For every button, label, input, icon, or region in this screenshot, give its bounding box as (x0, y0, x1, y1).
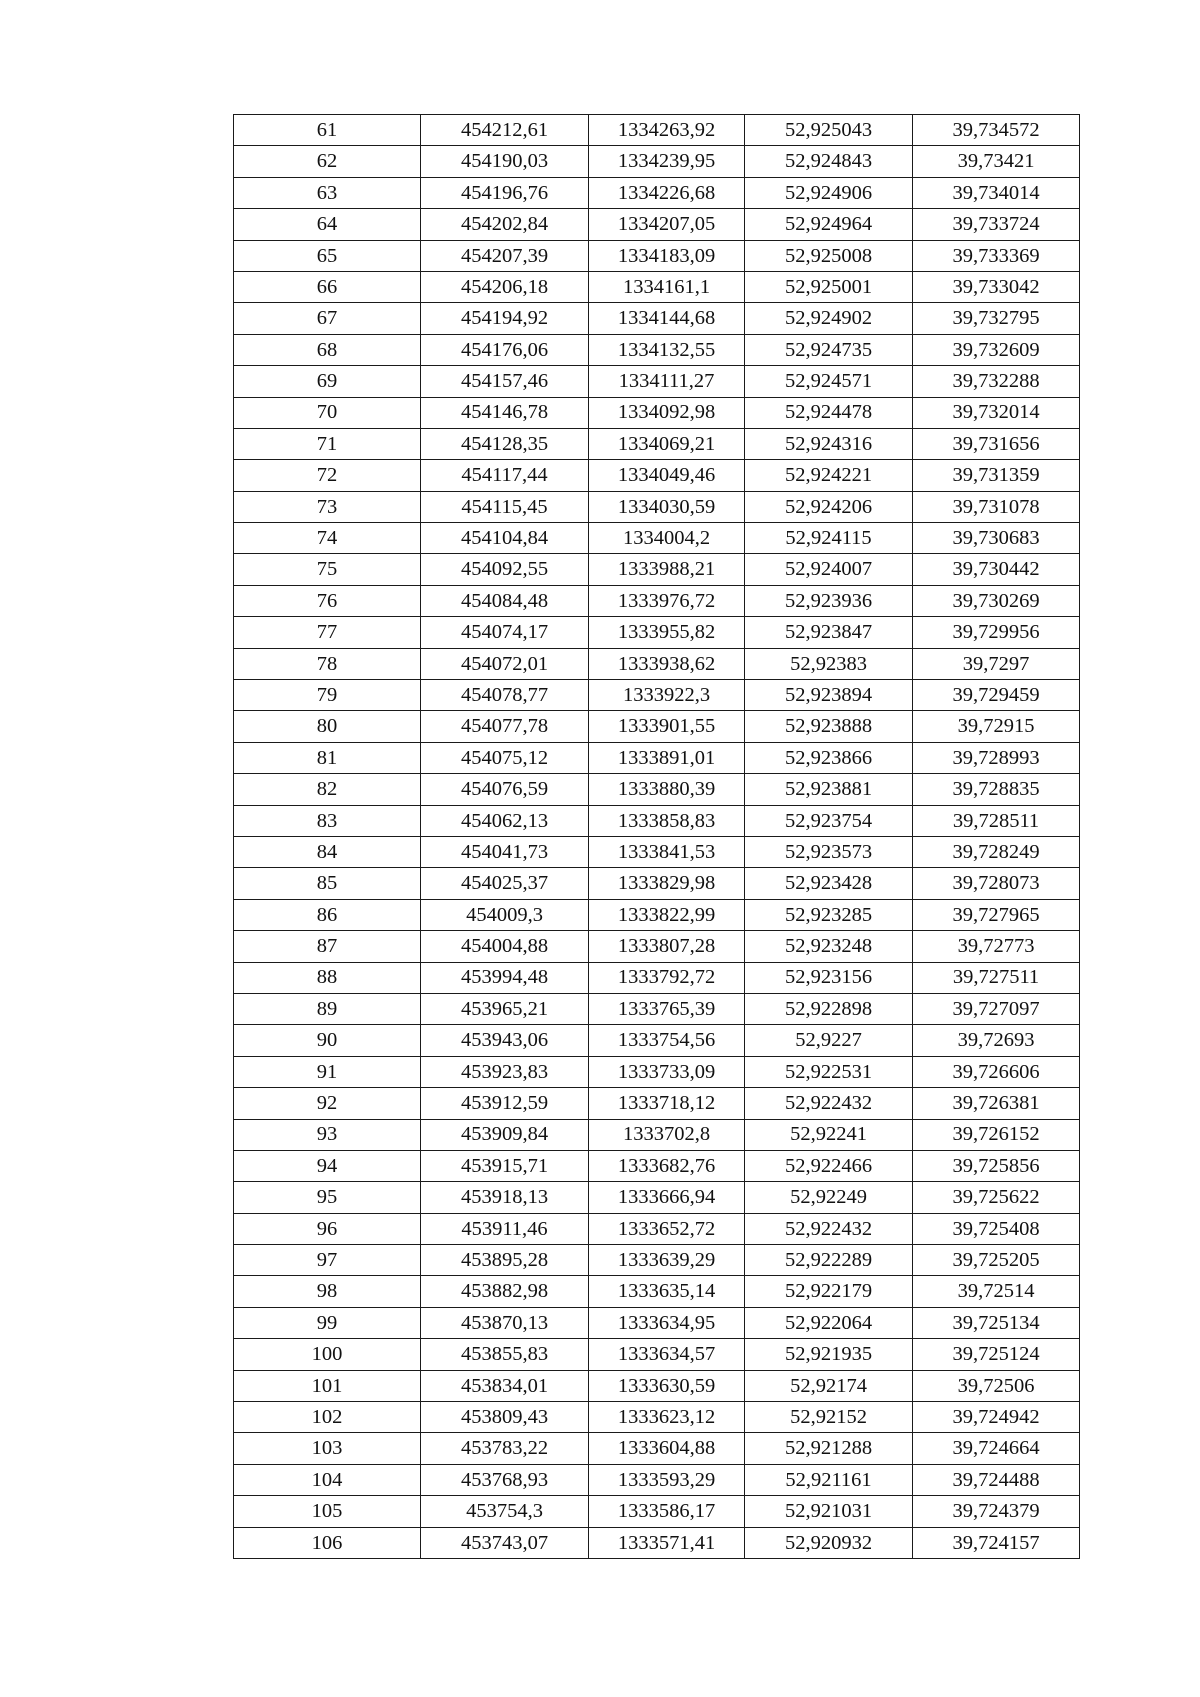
latitude-cell: 52,924571 (745, 366, 913, 397)
latitude-cell: 52,923866 (745, 742, 913, 773)
longitude-cell: 39,733042 (913, 271, 1080, 302)
table-row (234, 1370, 1080, 1401)
point-number-cell: 81 (234, 742, 421, 773)
point-number-cell: 70 (234, 397, 421, 428)
x-coordinate-cell: 453923,83 (421, 1056, 589, 1087)
latitude-cell: 52,92249 (745, 1182, 913, 1213)
longitude-cell: 39,725408 (913, 1213, 1080, 1244)
y-coordinate-cell: 1334144,68 (589, 303, 745, 334)
table-row (234, 1119, 1080, 1150)
x-coordinate-cell: 454077,78 (421, 711, 589, 742)
longitude-cell: 39,727097 (913, 993, 1080, 1024)
table-row (234, 271, 1080, 302)
x-coordinate-cell: 453809,43 (421, 1402, 589, 1433)
table-row (234, 209, 1080, 240)
table-row (234, 1088, 1080, 1119)
y-coordinate-cell: 1333571,41 (589, 1527, 745, 1558)
longitude-cell: 39,734572 (913, 115, 1080, 146)
x-coordinate-cell: 453918,13 (421, 1182, 589, 1213)
point-number-cell: 73 (234, 491, 421, 522)
longitude-cell: 39,725622 (913, 1182, 1080, 1213)
table-row (234, 1402, 1080, 1433)
table-row (234, 523, 1080, 554)
x-coordinate-cell: 454076,59 (421, 774, 589, 805)
point-number-cell: 97 (234, 1245, 421, 1276)
table-row (234, 931, 1080, 962)
point-number-cell: 68 (234, 334, 421, 365)
table-row (234, 1307, 1080, 1338)
y-coordinate-cell: 1333841,53 (589, 836, 745, 867)
longitude-cell: 39,732609 (913, 334, 1080, 365)
x-coordinate-cell: 454062,13 (421, 805, 589, 836)
longitude-cell: 39,72514 (913, 1276, 1080, 1307)
table-row (234, 1527, 1080, 1558)
latitude-cell: 52,922898 (745, 993, 913, 1024)
table-row (234, 366, 1080, 397)
latitude-cell: 52,924221 (745, 460, 913, 491)
latitude-cell: 52,924735 (745, 334, 913, 365)
y-coordinate-cell: 1334030,59 (589, 491, 745, 522)
longitude-cell: 39,726606 (913, 1056, 1080, 1087)
point-number-cell: 62 (234, 146, 421, 177)
point-number-cell: 95 (234, 1182, 421, 1213)
longitude-cell: 39,728993 (913, 742, 1080, 773)
longitude-cell: 39,725856 (913, 1150, 1080, 1181)
x-coordinate-cell: 453743,07 (421, 1527, 589, 1558)
x-coordinate-cell: 454074,17 (421, 617, 589, 648)
longitude-cell: 39,725205 (913, 1245, 1080, 1276)
table-row (234, 1025, 1080, 1056)
longitude-cell: 39,731359 (913, 460, 1080, 491)
y-coordinate-cell: 1333634,95 (589, 1307, 745, 1338)
table-row (234, 1464, 1080, 1495)
y-coordinate-cell: 1334226,68 (589, 177, 745, 208)
y-coordinate-cell: 1333586,17 (589, 1496, 745, 1527)
y-coordinate-cell: 1334069,21 (589, 428, 745, 459)
point-number-cell: 67 (234, 303, 421, 334)
longitude-cell: 39,72506 (913, 1370, 1080, 1401)
table-row (234, 1150, 1080, 1181)
y-coordinate-cell: 1333858,83 (589, 805, 745, 836)
y-coordinate-cell: 1333807,28 (589, 931, 745, 962)
y-coordinate-cell: 1333988,21 (589, 554, 745, 585)
point-number-cell: 91 (234, 1056, 421, 1087)
longitude-cell: 39,724379 (913, 1496, 1080, 1527)
latitude-cell: 52,922432 (745, 1213, 913, 1244)
point-number-cell: 100 (234, 1339, 421, 1370)
y-coordinate-cell: 1334111,27 (589, 366, 745, 397)
latitude-cell: 52,922064 (745, 1307, 913, 1338)
x-coordinate-cell: 454041,73 (421, 836, 589, 867)
y-coordinate-cell: 1334183,09 (589, 240, 745, 271)
latitude-cell: 52,923881 (745, 774, 913, 805)
table-row (234, 899, 1080, 930)
table-row (234, 805, 1080, 836)
point-number-cell: 102 (234, 1402, 421, 1433)
latitude-cell: 52,924115 (745, 523, 913, 554)
point-number-cell: 63 (234, 177, 421, 208)
latitude-cell: 52,922466 (745, 1150, 913, 1181)
longitude-cell: 39,725124 (913, 1339, 1080, 1370)
x-coordinate-cell: 453895,28 (421, 1245, 589, 1276)
y-coordinate-cell: 1333754,56 (589, 1025, 745, 1056)
y-coordinate-cell: 1333702,8 (589, 1119, 745, 1150)
latitude-cell: 52,922289 (745, 1245, 913, 1276)
x-coordinate-cell: 454004,88 (421, 931, 589, 962)
table-row (234, 177, 1080, 208)
latitude-cell: 52,924316 (745, 428, 913, 459)
x-coordinate-cell: 454202,84 (421, 209, 589, 240)
point-number-cell: 77 (234, 617, 421, 648)
point-number-cell: 79 (234, 680, 421, 711)
longitude-cell: 39,728511 (913, 805, 1080, 836)
latitude-cell: 52,923285 (745, 899, 913, 930)
latitude-cell: 52,923248 (745, 931, 913, 962)
y-coordinate-cell: 1333938,62 (589, 648, 745, 679)
table-row (234, 397, 1080, 428)
x-coordinate-cell: 453882,98 (421, 1276, 589, 1307)
y-coordinate-cell: 1333733,09 (589, 1056, 745, 1087)
point-number-cell: 88 (234, 962, 421, 993)
y-coordinate-cell: 1334132,55 (589, 334, 745, 365)
point-number-cell: 103 (234, 1433, 421, 1464)
point-number-cell: 101 (234, 1370, 421, 1401)
x-coordinate-cell: 454075,12 (421, 742, 589, 773)
latitude-cell: 52,921161 (745, 1464, 913, 1495)
latitude-cell: 52,920932 (745, 1527, 913, 1558)
longitude-cell: 39,727965 (913, 899, 1080, 930)
y-coordinate-cell: 1333792,72 (589, 962, 745, 993)
latitude-cell: 52,924007 (745, 554, 913, 585)
point-number-cell: 82 (234, 774, 421, 805)
table-row (234, 240, 1080, 271)
table-row (234, 742, 1080, 773)
y-coordinate-cell: 1334049,46 (589, 460, 745, 491)
latitude-cell: 52,92152 (745, 1402, 913, 1433)
x-coordinate-cell: 454207,39 (421, 240, 589, 271)
table-row (234, 1245, 1080, 1276)
x-coordinate-cell: 454084,48 (421, 585, 589, 616)
latitude-cell: 52,923894 (745, 680, 913, 711)
point-number-cell: 71 (234, 428, 421, 459)
table-row (234, 774, 1080, 805)
x-coordinate-cell: 453834,01 (421, 1370, 589, 1401)
point-number-cell: 89 (234, 993, 421, 1024)
y-coordinate-cell: 1333639,29 (589, 1245, 745, 1276)
x-coordinate-cell: 454128,35 (421, 428, 589, 459)
longitude-cell: 39,732288 (913, 366, 1080, 397)
x-coordinate-cell: 454092,55 (421, 554, 589, 585)
y-coordinate-cell: 1333623,12 (589, 1402, 745, 1433)
longitude-cell: 39,725134 (913, 1307, 1080, 1338)
table-row (234, 1496, 1080, 1527)
point-number-cell: 98 (234, 1276, 421, 1307)
latitude-cell: 52,923573 (745, 836, 913, 867)
x-coordinate-cell: 453754,3 (421, 1496, 589, 1527)
x-coordinate-cell: 454078,77 (421, 680, 589, 711)
longitude-cell: 39,730683 (913, 523, 1080, 554)
point-number-cell: 106 (234, 1527, 421, 1558)
y-coordinate-cell: 1333682,76 (589, 1150, 745, 1181)
y-coordinate-cell: 1333635,14 (589, 1276, 745, 1307)
y-coordinate-cell: 1333604,88 (589, 1433, 745, 1464)
table-row (234, 711, 1080, 742)
y-coordinate-cell: 1333630,59 (589, 1370, 745, 1401)
latitude-cell: 52,923428 (745, 868, 913, 899)
longitude-cell: 39,729459 (913, 680, 1080, 711)
point-number-cell: 72 (234, 460, 421, 491)
x-coordinate-cell: 453855,83 (421, 1339, 589, 1370)
y-coordinate-cell: 1333593,29 (589, 1464, 745, 1495)
y-coordinate-cell: 1333955,82 (589, 617, 745, 648)
x-coordinate-cell: 454196,76 (421, 177, 589, 208)
coordinates-table-body (234, 115, 1080, 1559)
point-number-cell: 65 (234, 240, 421, 271)
y-coordinate-cell: 1333666,94 (589, 1182, 745, 1213)
longitude-cell: 39,728073 (913, 868, 1080, 899)
x-coordinate-cell: 453965,21 (421, 993, 589, 1024)
x-coordinate-cell: 454072,01 (421, 648, 589, 679)
longitude-cell: 39,726381 (913, 1088, 1080, 1119)
latitude-cell: 52,92174 (745, 1370, 913, 1401)
longitude-cell: 39,724157 (913, 1527, 1080, 1558)
y-coordinate-cell: 1333976,72 (589, 585, 745, 616)
y-coordinate-cell: 1333891,01 (589, 742, 745, 773)
table-row (234, 648, 1080, 679)
longitude-cell: 39,724664 (913, 1433, 1080, 1464)
x-coordinate-cell: 454117,44 (421, 460, 589, 491)
x-coordinate-cell: 454009,3 (421, 899, 589, 930)
y-coordinate-cell: 1333822,99 (589, 899, 745, 930)
latitude-cell: 52,92383 (745, 648, 913, 679)
table-row (234, 428, 1080, 459)
x-coordinate-cell: 454104,84 (421, 523, 589, 554)
longitude-cell: 39,724942 (913, 1402, 1080, 1433)
point-number-cell: 80 (234, 711, 421, 742)
table-row (234, 1056, 1080, 1087)
y-coordinate-cell: 1334004,2 (589, 523, 745, 554)
point-number-cell: 94 (234, 1150, 421, 1181)
latitude-cell: 52,923888 (745, 711, 913, 742)
x-coordinate-cell: 453994,48 (421, 962, 589, 993)
x-coordinate-cell: 453915,71 (421, 1150, 589, 1181)
longitude-cell: 39,731656 (913, 428, 1080, 459)
latitude-cell: 52,922531 (745, 1056, 913, 1087)
y-coordinate-cell: 1333652,72 (589, 1213, 745, 1244)
latitude-cell: 52,923156 (745, 962, 913, 993)
x-coordinate-cell: 453768,93 (421, 1464, 589, 1495)
x-coordinate-cell: 453911,46 (421, 1213, 589, 1244)
y-coordinate-cell: 1333765,39 (589, 993, 745, 1024)
point-number-cell: 75 (234, 554, 421, 585)
table-row (234, 303, 1080, 334)
point-number-cell: 64 (234, 209, 421, 240)
y-coordinate-cell: 1334263,92 (589, 115, 745, 146)
table-row (234, 491, 1080, 522)
longitude-cell: 39,72693 (913, 1025, 1080, 1056)
longitude-cell: 39,72773 (913, 931, 1080, 962)
table-row (234, 146, 1080, 177)
latitude-cell: 52,922179 (745, 1276, 913, 1307)
latitude-cell: 52,923936 (745, 585, 913, 616)
y-coordinate-cell: 1333634,57 (589, 1339, 745, 1370)
table-row (234, 1182, 1080, 1213)
y-coordinate-cell: 1334239,95 (589, 146, 745, 177)
longitude-cell: 39,72915 (913, 711, 1080, 742)
longitude-cell: 39,726152 (913, 1119, 1080, 1150)
latitude-cell: 52,924902 (745, 303, 913, 334)
y-coordinate-cell: 1334161,1 (589, 271, 745, 302)
point-number-cell: 99 (234, 1307, 421, 1338)
x-coordinate-cell: 453783,22 (421, 1433, 589, 1464)
table-row (234, 585, 1080, 616)
x-coordinate-cell: 454115,45 (421, 491, 589, 522)
point-number-cell: 92 (234, 1088, 421, 1119)
table-row (234, 115, 1080, 146)
table-row (234, 334, 1080, 365)
x-coordinate-cell: 454190,03 (421, 146, 589, 177)
y-coordinate-cell: 1333901,55 (589, 711, 745, 742)
y-coordinate-cell: 1334207,05 (589, 209, 745, 240)
longitude-cell: 39,731078 (913, 491, 1080, 522)
longitude-cell: 39,728249 (913, 836, 1080, 867)
table-row (234, 554, 1080, 585)
point-number-cell: 84 (234, 836, 421, 867)
longitude-cell: 39,728835 (913, 774, 1080, 805)
point-number-cell: 93 (234, 1119, 421, 1150)
x-coordinate-cell: 454206,18 (421, 271, 589, 302)
coordinates-table (233, 114, 1080, 1559)
x-coordinate-cell: 453912,59 (421, 1088, 589, 1119)
longitude-cell: 39,727511 (913, 962, 1080, 993)
point-number-cell: 86 (234, 899, 421, 930)
point-number-cell: 90 (234, 1025, 421, 1056)
table-row (234, 868, 1080, 899)
point-number-cell: 96 (234, 1213, 421, 1244)
table-row (234, 836, 1080, 867)
table-row (234, 962, 1080, 993)
latitude-cell: 52,923754 (745, 805, 913, 836)
latitude-cell: 52,925008 (745, 240, 913, 271)
table-row (234, 1276, 1080, 1307)
longitude-cell: 39,729956 (913, 617, 1080, 648)
point-number-cell: 74 (234, 523, 421, 554)
x-coordinate-cell: 453943,06 (421, 1025, 589, 1056)
point-number-cell: 66 (234, 271, 421, 302)
longitude-cell: 39,724488 (913, 1464, 1080, 1495)
y-coordinate-cell: 1333880,39 (589, 774, 745, 805)
point-number-cell: 87 (234, 931, 421, 962)
point-number-cell: 78 (234, 648, 421, 679)
point-number-cell: 104 (234, 1464, 421, 1495)
x-coordinate-cell: 454157,46 (421, 366, 589, 397)
y-coordinate-cell: 1333922,3 (589, 680, 745, 711)
latitude-cell: 52,9227 (745, 1025, 913, 1056)
table-row (234, 1433, 1080, 1464)
longitude-cell: 39,730442 (913, 554, 1080, 585)
latitude-cell: 52,92241 (745, 1119, 913, 1150)
table-row (234, 993, 1080, 1024)
longitude-cell: 39,733369 (913, 240, 1080, 271)
longitude-cell: 39,73421 (913, 146, 1080, 177)
x-coordinate-cell: 454194,92 (421, 303, 589, 334)
latitude-cell: 52,923847 (745, 617, 913, 648)
latitude-cell: 52,924478 (745, 397, 913, 428)
point-number-cell: 69 (234, 366, 421, 397)
x-coordinate-cell: 454146,78 (421, 397, 589, 428)
latitude-cell: 52,921031 (745, 1496, 913, 1527)
longitude-cell: 39,732014 (913, 397, 1080, 428)
y-coordinate-cell: 1334092,98 (589, 397, 745, 428)
y-coordinate-cell: 1333829,98 (589, 868, 745, 899)
table-row (234, 1213, 1080, 1244)
latitude-cell: 52,924206 (745, 491, 913, 522)
point-number-cell: 85 (234, 868, 421, 899)
latitude-cell: 52,925043 (745, 115, 913, 146)
longitude-cell: 39,732795 (913, 303, 1080, 334)
latitude-cell: 52,924964 (745, 209, 913, 240)
x-coordinate-cell: 454025,37 (421, 868, 589, 899)
latitude-cell: 52,922432 (745, 1088, 913, 1119)
longitude-cell: 39,733724 (913, 209, 1080, 240)
point-number-cell: 105 (234, 1496, 421, 1527)
latitude-cell: 52,924843 (745, 146, 913, 177)
latitude-cell: 52,921935 (745, 1339, 913, 1370)
table-row (234, 680, 1080, 711)
x-coordinate-cell: 454176,06 (421, 334, 589, 365)
table-row (234, 1339, 1080, 1370)
y-coordinate-cell: 1333718,12 (589, 1088, 745, 1119)
x-coordinate-cell: 454212,61 (421, 115, 589, 146)
latitude-cell: 52,925001 (745, 271, 913, 302)
point-number-cell: 76 (234, 585, 421, 616)
table-row (234, 460, 1080, 491)
x-coordinate-cell: 453909,84 (421, 1119, 589, 1150)
longitude-cell: 39,7297 (913, 648, 1080, 679)
latitude-cell: 52,921288 (745, 1433, 913, 1464)
longitude-cell: 39,734014 (913, 177, 1080, 208)
point-number-cell: 61 (234, 115, 421, 146)
latitude-cell: 52,924906 (745, 177, 913, 208)
x-coordinate-cell: 453870,13 (421, 1307, 589, 1338)
point-number-cell: 83 (234, 805, 421, 836)
table-row (234, 617, 1080, 648)
longitude-cell: 39,730269 (913, 585, 1080, 616)
